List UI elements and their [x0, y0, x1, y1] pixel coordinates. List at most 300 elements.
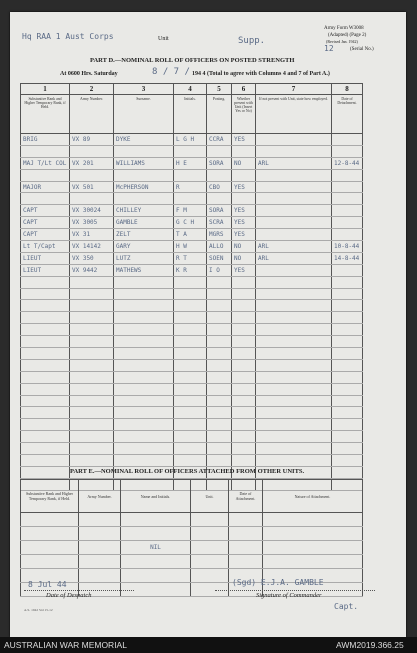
header-posting: Posting. — [207, 95, 232, 134]
table-cell — [174, 169, 207, 181]
table-cell — [114, 276, 174, 288]
form-revised: (Revised Jan. 1942) — [326, 39, 358, 44]
table-cell — [207, 443, 232, 455]
table-cell — [21, 466, 70, 478]
table-cell — [256, 264, 332, 276]
table-row — [21, 431, 363, 443]
table-cell — [332, 336, 363, 348]
table-cell — [21, 193, 70, 205]
table-cell — [114, 312, 174, 324]
table-cell — [332, 288, 363, 300]
table-cell — [256, 455, 332, 467]
col-number: 3 — [114, 84, 174, 95]
table-cell — [70, 407, 114, 419]
attached-cell — [79, 555, 121, 569]
table-cell — [232, 288, 256, 300]
form-number: Army Form W3008 — [324, 26, 364, 31]
table-cell: CAPT — [21, 205, 70, 217]
table-cell — [332, 419, 363, 431]
table-cell: McPHERSON — [114, 181, 174, 193]
table-cell — [207, 145, 232, 157]
col-number: 5 — [207, 84, 232, 95]
header-army-number: Army Number. — [70, 95, 114, 134]
part-e-title: PART E.—NOMINAL ROLL OF OFFICERS ATTACHED FROM OTHER UNITS. — [70, 468, 305, 475]
table-cell — [256, 371, 332, 383]
table-cell: MAJ T/Lt COL — [21, 157, 70, 169]
table-cell — [332, 229, 363, 241]
table-cell: CAPT — [21, 217, 70, 229]
table-cell — [70, 276, 114, 288]
attached-cell — [229, 541, 263, 555]
caption-left: AUSTRALIAN WAR MEMORIAL — [4, 640, 127, 650]
table-cell — [332, 205, 363, 217]
table-row — [21, 205, 363, 217]
col-number: 1 — [21, 84, 70, 95]
table-cell — [332, 443, 363, 455]
table-cell — [114, 395, 174, 407]
table-cell — [174, 419, 207, 431]
table-cell — [256, 324, 332, 336]
table-row — [21, 134, 363, 146]
table-cell: SOEN — [207, 252, 232, 264]
table-cell: VX 89 — [70, 134, 114, 146]
table-cell: CCRA — [207, 134, 232, 146]
table-cell — [256, 395, 332, 407]
table-cell — [232, 193, 256, 205]
table-cell — [256, 300, 332, 312]
table-cell — [21, 455, 70, 467]
table-cell — [256, 443, 332, 455]
table-cell — [114, 145, 174, 157]
attached-cell — [79, 541, 121, 555]
table-cell — [70, 324, 114, 336]
table-cell — [256, 193, 332, 205]
table-cell — [256, 312, 332, 324]
table-cell: BRIG — [21, 134, 70, 146]
table-cell — [332, 359, 363, 371]
table-cell: VX 350 — [70, 252, 114, 264]
table-cell — [114, 348, 174, 360]
attached-cell — [263, 541, 363, 555]
col-number: 7 — [256, 84, 332, 95]
col-number: 8 — [332, 84, 363, 95]
table-cell — [256, 145, 332, 157]
table-row — [21, 145, 363, 157]
table-cell: ALLO — [207, 241, 232, 253]
att-header-rank: Substantive Rank and Higher Temporary Rank, if Held. — [21, 480, 79, 513]
table-cell — [232, 300, 256, 312]
table-cell — [207, 407, 232, 419]
table-cell — [332, 300, 363, 312]
table-cell — [256, 217, 332, 229]
header-initials: Initials. — [174, 95, 207, 134]
table-cell — [232, 407, 256, 419]
table-cell: VX 14142 — [70, 241, 114, 253]
table-cell — [21, 276, 70, 288]
table-cell: VX 31 — [70, 229, 114, 241]
table-cell — [70, 359, 114, 371]
table-cell — [174, 300, 207, 312]
table-cell — [174, 383, 207, 395]
table-cell — [256, 359, 332, 371]
table-cell — [174, 276, 207, 288]
despatch-line — [24, 590, 134, 591]
table-cell: ZELT — [114, 229, 174, 241]
table-cell — [70, 371, 114, 383]
table-row — [21, 300, 363, 312]
attached-cell — [263, 527, 363, 541]
table-cell — [114, 336, 174, 348]
attached-cell — [21, 513, 79, 527]
header-present: Whether present with Unit (Insert Yes or No) — [232, 95, 256, 134]
table-cell — [174, 407, 207, 419]
table-cell — [174, 443, 207, 455]
attached-cell — [121, 513, 191, 527]
table-cell — [174, 431, 207, 443]
table-cell — [207, 324, 232, 336]
table-row — [21, 241, 363, 253]
table-cell: G C H — [174, 217, 207, 229]
table-cell — [70, 288, 114, 300]
table-cell — [70, 443, 114, 455]
attached-cell — [263, 513, 363, 527]
table-row — [21, 157, 363, 169]
header-employed: If not present with Unit, state how employed. — [256, 95, 332, 134]
column-headers-row — [21, 95, 363, 134]
attached-cell — [79, 513, 121, 527]
header-surname: Surname. — [114, 95, 174, 134]
att-header-name: Name and Initials. — [121, 480, 191, 513]
table-cell — [21, 145, 70, 157]
table-cell: MATHEWS — [114, 264, 174, 276]
table-cell: LIEUT — [21, 252, 70, 264]
table-cell: H E — [174, 157, 207, 169]
table-cell: VX 501 — [70, 181, 114, 193]
commander-label: Signature of Commander — [256, 592, 322, 599]
table-cell — [114, 455, 174, 467]
table-cell — [114, 169, 174, 181]
table-row — [21, 455, 363, 467]
table-cell — [232, 145, 256, 157]
attached-cell — [229, 513, 263, 527]
table-cell — [21, 443, 70, 455]
attached-cell — [191, 541, 229, 555]
table-row — [21, 443, 363, 455]
table-cell — [174, 324, 207, 336]
table-cell — [232, 395, 256, 407]
table-row — [21, 371, 363, 383]
table-row — [21, 419, 363, 431]
table-cell: CHILLEY — [114, 205, 174, 217]
table-row — [21, 217, 363, 229]
table-cell: LIEUT — [21, 264, 70, 276]
table-cell — [21, 419, 70, 431]
table-row — [21, 288, 363, 300]
table-cell — [232, 371, 256, 383]
table-cell — [114, 193, 174, 205]
table-cell — [332, 181, 363, 193]
table-cell — [70, 348, 114, 360]
table-cell — [174, 359, 207, 371]
table-cell — [332, 193, 363, 205]
table-cell — [256, 431, 332, 443]
attached-cell — [191, 569, 229, 583]
table-row — [21, 336, 363, 348]
table-cell — [256, 276, 332, 288]
table-cell — [232, 324, 256, 336]
table-cell — [207, 336, 232, 348]
table-cell — [21, 359, 70, 371]
header-rank: Substantive Rank and Higher Temporary Rank, if Held. — [21, 95, 70, 134]
table-cell: SORA — [207, 205, 232, 217]
table-cell — [207, 169, 232, 181]
attached-cell — [191, 527, 229, 541]
table-cell — [256, 205, 332, 217]
table-cell — [70, 193, 114, 205]
table-cell: MGRS — [207, 229, 232, 241]
table-cell — [232, 359, 256, 371]
table-cell — [114, 419, 174, 431]
table-cell: GARY — [114, 241, 174, 253]
table-row — [21, 407, 363, 419]
table-cell — [21, 383, 70, 395]
attached-cell — [79, 569, 121, 583]
attached-cell — [21, 555, 79, 569]
table-cell — [232, 443, 256, 455]
table-cell — [332, 371, 363, 383]
table-cell — [332, 134, 363, 146]
table-cell: ARL — [256, 252, 332, 264]
table-cell: 10-8-44 — [332, 241, 363, 253]
serial-handwritten: 12 — [324, 44, 334, 53]
table-cell — [332, 383, 363, 395]
table-cell — [114, 324, 174, 336]
table-cell — [207, 431, 232, 443]
table-cell: I O — [207, 264, 232, 276]
table-cell — [332, 169, 363, 181]
table-cell — [232, 169, 256, 181]
table-cell — [114, 359, 174, 371]
table-row — [21, 348, 363, 360]
table-cell — [21, 312, 70, 324]
att-header-unit: Unit. — [191, 480, 229, 513]
table-cell — [332, 276, 363, 288]
table-cell: LUTZ — [114, 252, 174, 264]
form-adapted: (Adapted) (Page 2) — [328, 33, 367, 38]
commander-signature-handwritten: (Sgd) E.J.A. GAMBLE — [232, 578, 324, 587]
table-cell: R — [174, 181, 207, 193]
attached-cell — [263, 555, 363, 569]
table-cell — [70, 431, 114, 443]
table-cell — [256, 229, 332, 241]
header-detachment-date: Date of Detachment. — [332, 95, 363, 134]
despatch-date-handwritten: 8 Jul 44 — [28, 580, 67, 589]
table-cell: 14-8-44 — [332, 252, 363, 264]
attached-cell — [21, 541, 79, 555]
attached-cell — [121, 527, 191, 541]
table-row — [21, 324, 363, 336]
table-cell — [174, 371, 207, 383]
table-cell — [174, 455, 207, 467]
table-row — [21, 264, 363, 276]
at-prefix: At 0600 Hrs. Saturday — [60, 71, 118, 77]
table-cell — [232, 348, 256, 360]
column-numbers-row — [21, 84, 363, 95]
caption-bar — [0, 637, 417, 653]
table-cell — [207, 359, 232, 371]
table-cell — [70, 455, 114, 467]
table-cell — [332, 407, 363, 419]
table-cell: Lt T/Capt — [21, 241, 70, 253]
attached-cell — [121, 569, 191, 583]
table-cell — [114, 300, 174, 312]
table-cell — [174, 193, 207, 205]
table-cell — [232, 431, 256, 443]
table-cell — [21, 324, 70, 336]
table-cell — [256, 348, 332, 360]
form-page — [10, 12, 406, 637]
table-cell — [332, 324, 363, 336]
attached-cell — [121, 555, 191, 569]
table-cell — [256, 169, 332, 181]
table-cell — [256, 407, 332, 419]
table-cell — [21, 407, 70, 419]
table-cell: VX 30024 — [70, 205, 114, 217]
table-row — [21, 169, 363, 181]
attached-row — [21, 555, 363, 569]
table-cell — [232, 312, 256, 324]
table-cell — [114, 383, 174, 395]
table-cell — [207, 300, 232, 312]
at-suffix: 194 4 (Total to agree with Columns 4 and 7 of Part A.) — [192, 71, 330, 77]
table-cell: SORA — [207, 157, 232, 169]
table-cell: T A — [174, 229, 207, 241]
table-cell — [256, 336, 332, 348]
table-cell — [232, 455, 256, 467]
table-cell — [70, 312, 114, 324]
table-cell — [332, 466, 363, 478]
table-cell — [174, 288, 207, 300]
table-row — [21, 252, 363, 264]
table-cell — [174, 395, 207, 407]
table-cell — [332, 395, 363, 407]
table-cell — [207, 419, 232, 431]
table-cell — [232, 419, 256, 431]
table-cell — [21, 371, 70, 383]
table-cell — [114, 371, 174, 383]
table-cell: NO — [232, 157, 256, 169]
table-cell: VX 201 — [70, 157, 114, 169]
table-cell: VX 3005 — [70, 217, 114, 229]
table-cell: YES — [232, 217, 256, 229]
part-d-title: PART D.—NOMINAL ROLL OF OFFICERS ON POSTED STRENGTH — [90, 57, 295, 64]
attached-cell — [229, 527, 263, 541]
table-cell: K R — [174, 264, 207, 276]
attached-row — [21, 513, 363, 527]
unit-handwritten: Hq RAA 1 Aust Corps — [22, 32, 114, 41]
serial-label: (Serial No.) — [350, 47, 374, 52]
table-cell — [70, 419, 114, 431]
table-cell: NO — [232, 241, 256, 253]
table-cell: ARL — [256, 157, 332, 169]
table-cell — [21, 169, 70, 181]
table-cell — [70, 336, 114, 348]
table-row — [21, 383, 363, 395]
table-cell — [207, 348, 232, 360]
table-row — [21, 359, 363, 371]
table-cell — [256, 419, 332, 431]
table-cell: F M — [174, 205, 207, 217]
attached-row — [21, 527, 363, 541]
table-cell — [21, 288, 70, 300]
table-cell — [256, 288, 332, 300]
table-cell — [70, 145, 114, 157]
table-cell: YES — [232, 181, 256, 193]
table-cell: GAMBLE — [114, 217, 174, 229]
table-cell — [21, 395, 70, 407]
table-cell: NO — [232, 252, 256, 264]
table-cell — [256, 181, 332, 193]
table-cell — [207, 455, 232, 467]
table-cell — [207, 383, 232, 395]
table-cell — [21, 300, 70, 312]
table-cell — [332, 217, 363, 229]
col-number: 4 — [174, 84, 207, 95]
table-cell — [207, 276, 232, 288]
table-row — [21, 312, 363, 324]
col-number: 6 — [232, 84, 256, 95]
attached-cell — [191, 513, 229, 527]
caption-right: AWM2019.366.25 — [336, 640, 404, 650]
table-cell: YES — [232, 264, 256, 276]
table-cell — [114, 431, 174, 443]
table-cell — [207, 193, 232, 205]
table-row — [21, 193, 363, 205]
table-cell — [70, 300, 114, 312]
table-cell — [174, 145, 207, 157]
unit-label: Unit — [158, 36, 169, 42]
date-handwritten: 8 / 7 / — [152, 67, 190, 77]
table-cell — [70, 383, 114, 395]
table-cell — [232, 336, 256, 348]
attached-row — [21, 541, 363, 555]
table-row — [21, 181, 363, 193]
attached-cell — [21, 527, 79, 541]
table-row — [21, 276, 363, 288]
attached-cell — [229, 555, 263, 569]
attached-cell — [191, 555, 229, 569]
table-cell — [21, 336, 70, 348]
att-header-nature: Nature of Attachment. — [263, 480, 363, 513]
table-cell — [174, 336, 207, 348]
table-cell — [207, 288, 232, 300]
table-cell: WILLIAMS — [114, 157, 174, 169]
table-cell — [256, 134, 332, 146]
supp-handwritten: Supp. — [238, 36, 266, 46]
att-header-army-number: Army Number. — [79, 480, 121, 513]
table-cell: H W — [174, 241, 207, 253]
table-cell — [70, 169, 114, 181]
commander-line — [215, 590, 375, 591]
table-cell: YES — [232, 205, 256, 217]
table-cell — [332, 348, 363, 360]
table-cell: ARL — [256, 241, 332, 253]
table-cell — [174, 348, 207, 360]
table-cell — [256, 383, 332, 395]
table-cell — [232, 276, 256, 288]
table-row — [21, 229, 363, 241]
table-cell — [114, 443, 174, 455]
